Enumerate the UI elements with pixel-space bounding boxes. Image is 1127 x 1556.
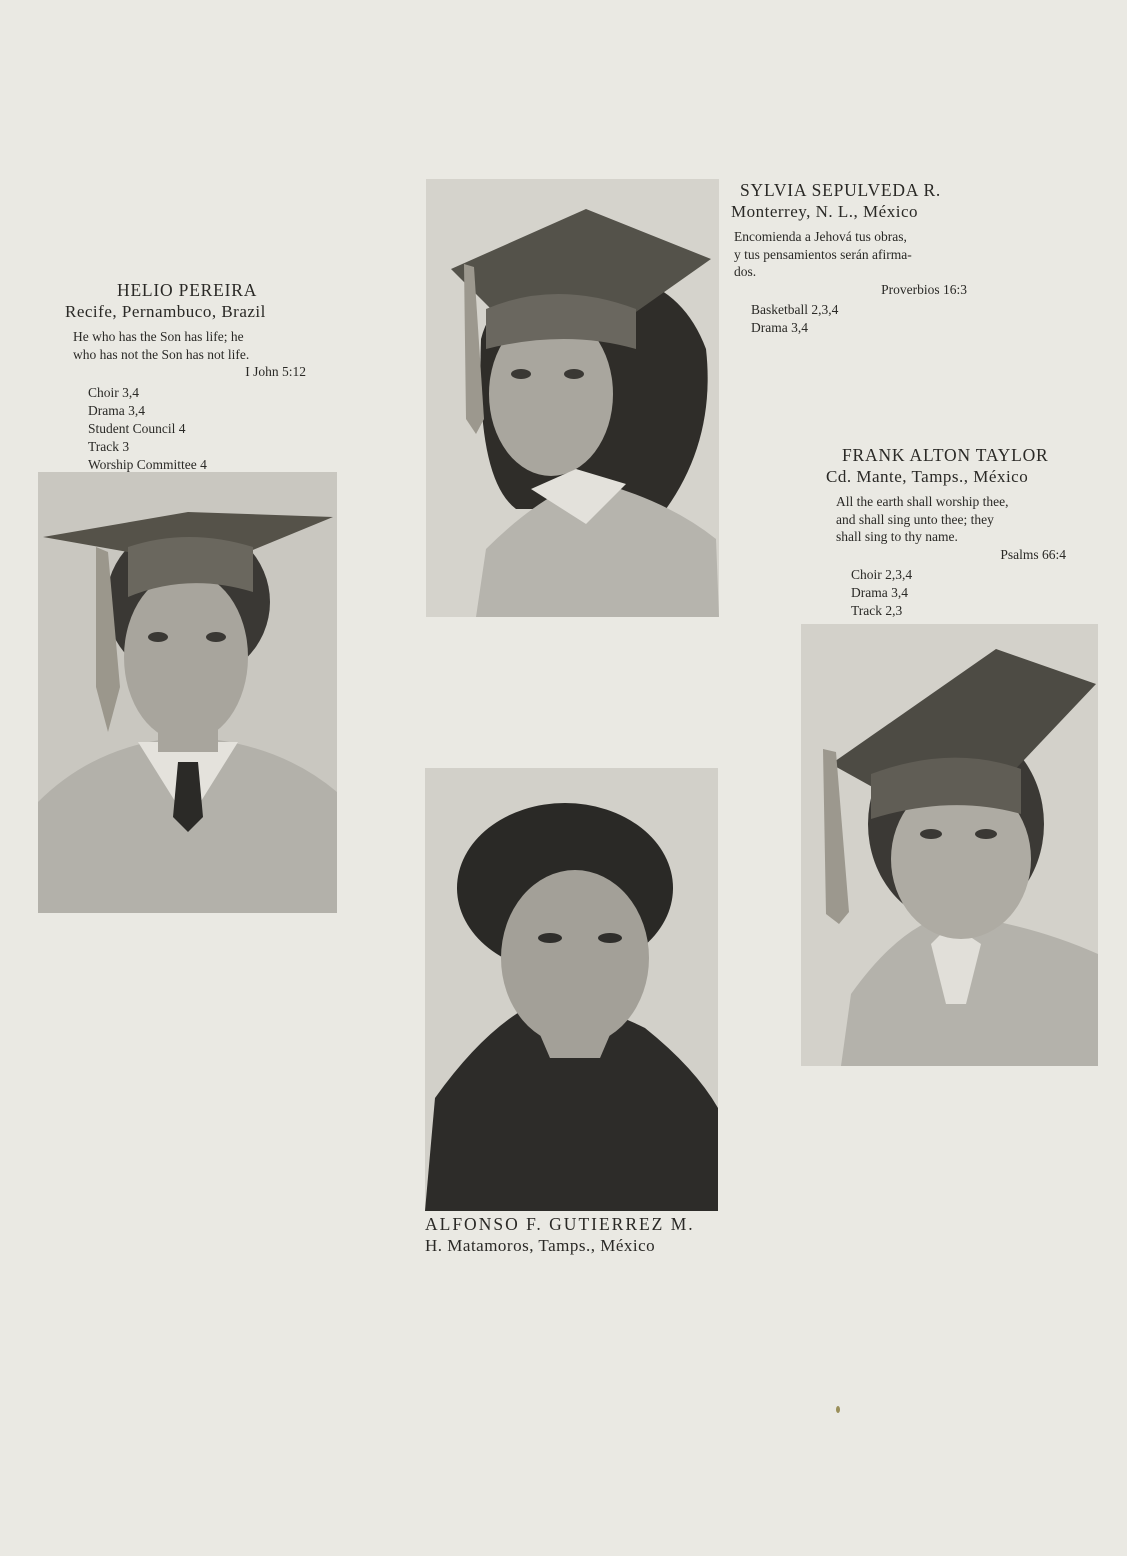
activity-item: Student Council 4 [88, 420, 186, 436]
activity-item: Drama 3,4 [88, 402, 145, 418]
student-verse [826, 493, 1106, 546]
frank-alton-taylor-photo [801, 624, 1098, 1066]
activity-item: Choir 2,3,4 [851, 567, 913, 582]
student-name: FRANK ALTON TAYLOR [842, 445, 1049, 465]
verse-line: who has not the Son has not life. [73, 346, 250, 362]
student-hometown: Recife, Pernambuco, Brazil [65, 302, 266, 321]
frank-alton-taylor-entry [826, 444, 1106, 620]
paper-speck [836, 1406, 840, 1413]
verse-line: shall sing to thy name. [836, 529, 958, 544]
verse-line: Encomienda a Jehová tus obras, [734, 229, 907, 244]
sylvia-sepulveda-photo [426, 179, 719, 617]
alfonso-gutierrez-entry [425, 1213, 725, 1257]
verse-line: All the earth shall worship thee, [836, 494, 1009, 509]
verse-line: and shall sing unto thee; they [836, 511, 994, 527]
activities-list [826, 566, 1106, 620]
student-name: SYLVIA SEPULVEDA R. [740, 180, 942, 200]
verse-line: He who has the Son has life; he [73, 329, 244, 344]
student-verse [731, 228, 991, 281]
student-hometown: Monterrey, N. L., México [731, 202, 918, 221]
activities-list [731, 301, 991, 337]
verse-reference: Proverbios 16:3 [881, 281, 967, 297]
student-hometown: H. Matamoros, Tamps., México [425, 1236, 656, 1255]
alfonso-gutierrez-photo [425, 768, 718, 1211]
sylvia-sepulveda-entry [731, 179, 991, 337]
student-name: ALFONSO F. GUTIERREZ M. [425, 1214, 695, 1234]
activity-item: Worship Committee 4 [88, 456, 207, 472]
verse-reference: I John 5:12 [245, 364, 306, 379]
activity-item: Track 3 [88, 438, 130, 454]
activity-item: Drama 3,4 [851, 585, 908, 600]
activity-item: Drama 3,4 [751, 320, 808, 335]
verse-reference: Psalms 66:4 [1000, 546, 1066, 562]
student-verse [65, 328, 325, 363]
activities-list [65, 384, 325, 474]
activity-item: Choir 3,4 [88, 384, 140, 400]
student-name: HELIO PEREIRA [117, 280, 258, 300]
activity-item: Basketball 2,3,4 [751, 302, 839, 317]
activity-item: Track 2,3 [851, 603, 903, 618]
helio-pereira-entry [65, 279, 325, 474]
helio-pereira-photo [38, 472, 337, 913]
student-hometown: Cd. Mante, Tamps., México [826, 467, 1029, 486]
verse-line: y tus pensamientos serán afirma- [734, 246, 912, 262]
verse-line: dos. [734, 264, 757, 279]
